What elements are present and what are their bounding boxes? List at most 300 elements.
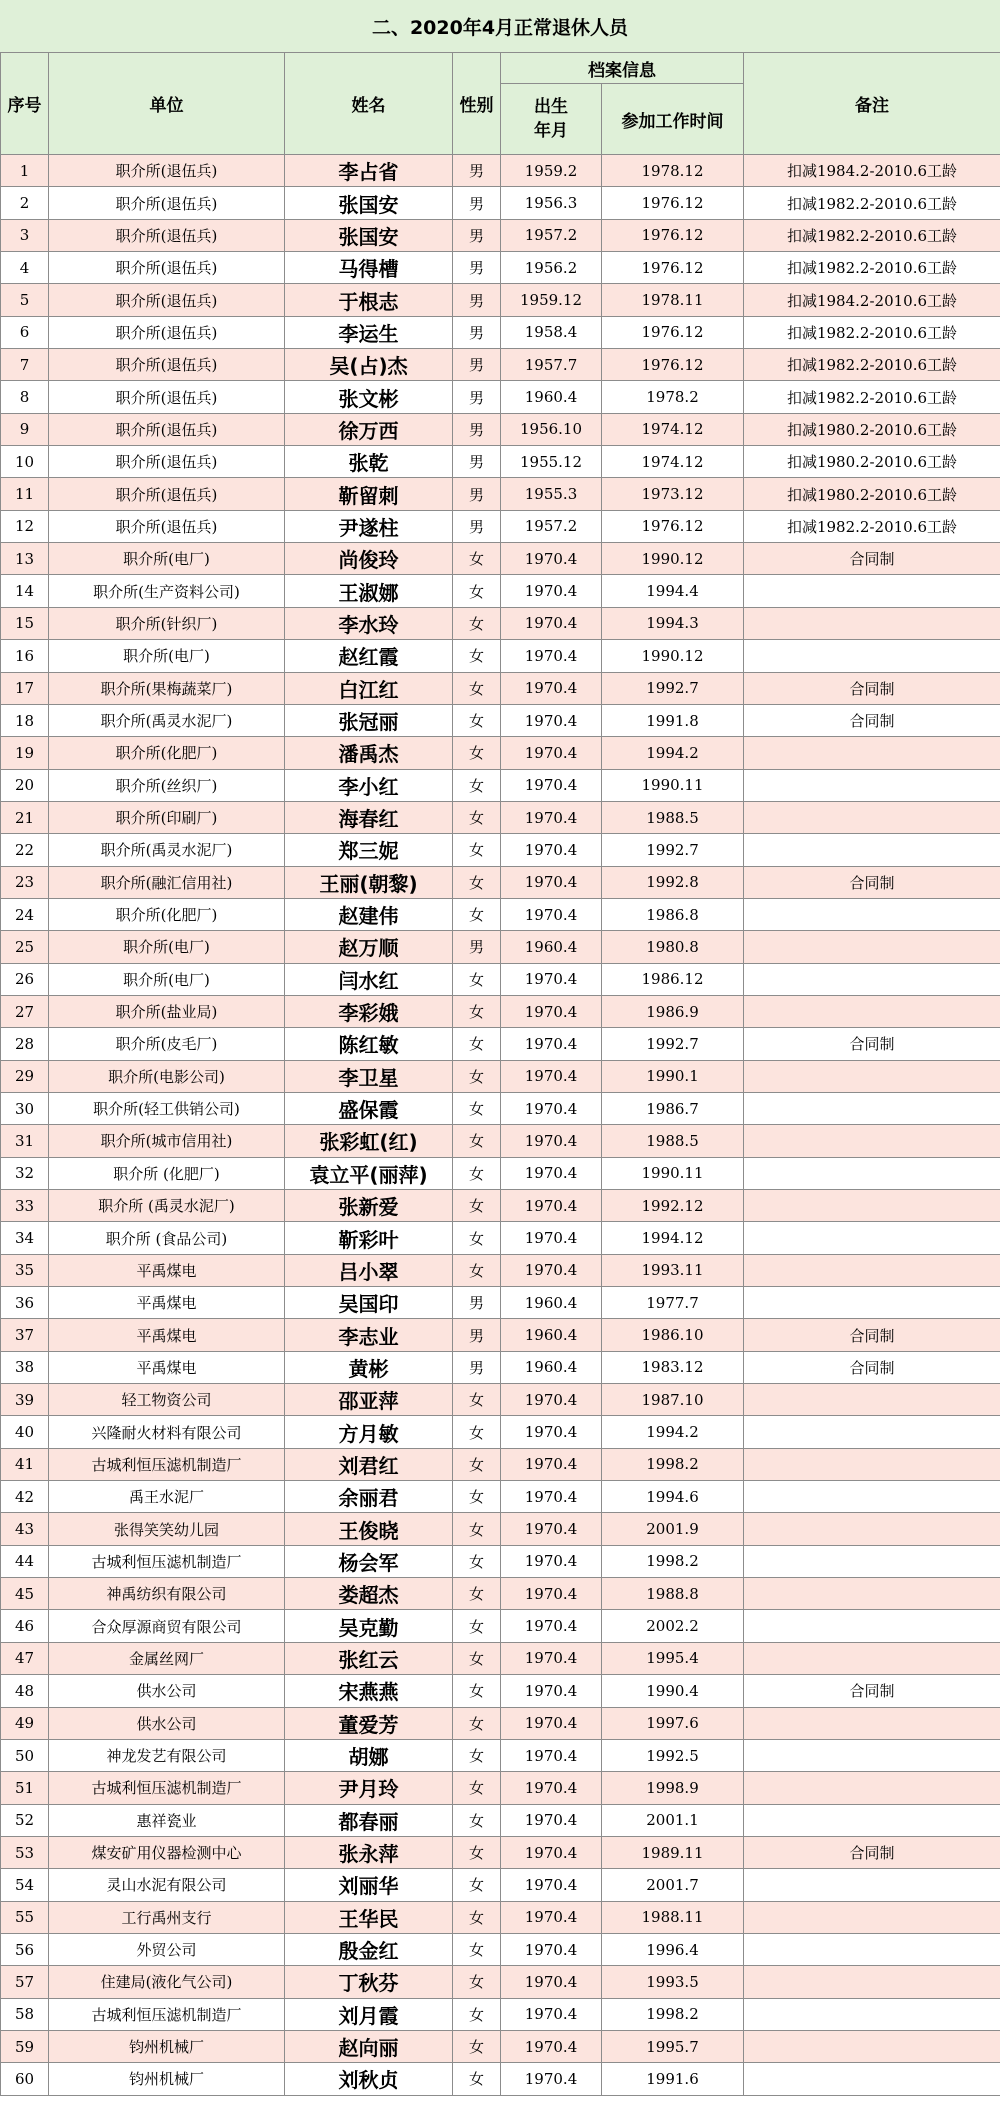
cell-sex: 女 (453, 1933, 501, 1965)
table-header (1, 53, 1000, 155)
cell-sex: 女 (453, 1190, 501, 1222)
cell-sex: 女 (453, 1513, 501, 1545)
cell-work: 1993.11 (602, 1254, 744, 1286)
cell-unit: 职介所(退伍兵) (49, 446, 285, 478)
cell-name: 刘君红 (285, 1448, 453, 1480)
cell-no: 22 (1, 834, 49, 866)
cell-name: 吴国印 (285, 1287, 453, 1319)
cell-sex: 女 (453, 1707, 501, 1739)
cell-no: 18 (1, 704, 49, 736)
table-row (1, 931, 1000, 963)
table-row (1, 1351, 1000, 1383)
table-row (1, 672, 1000, 704)
cell-no: 46 (1, 1610, 49, 1642)
cell-unit: 职介所(化肥厂) (49, 898, 285, 930)
cell-birth: 1960.4 (501, 1319, 602, 1351)
cell-name: 刘秋贞 (285, 2063, 453, 2095)
cell-remark (744, 1933, 1000, 1965)
cell-name: 尚俊玲 (285, 543, 453, 575)
cell-birth: 1956.10 (501, 413, 602, 445)
cell-remark: 合同制 (744, 672, 1000, 704)
cell-work: 1990.11 (602, 769, 744, 801)
cell-sex: 男 (453, 1319, 501, 1351)
cell-work: 1983.12 (602, 1351, 744, 1383)
cell-birth: 1970.4 (501, 1448, 602, 1480)
cell-work: 1992.5 (602, 1739, 744, 1771)
cell-birth: 1955.3 (501, 478, 602, 510)
cell-unit: 合众厚源商贸有限公司 (49, 1610, 285, 1642)
cell-name: 闫水红 (285, 963, 453, 995)
cell-no: 36 (1, 1287, 49, 1319)
cell-remark: 扣减1982.2-2010.6工龄 (744, 316, 1000, 348)
cell-work: 1986.10 (602, 1319, 744, 1351)
cell-birth: 1970.4 (501, 1998, 602, 2030)
table-row (1, 1319, 1000, 1351)
table-row (1, 1416, 1000, 1448)
cell-birth: 1970.4 (501, 1028, 602, 1060)
cell-remark (744, 1092, 1000, 1124)
cell-unit: 钧州机械厂 (49, 2030, 285, 2062)
cell-sex: 女 (453, 2063, 501, 2095)
cell-no: 26 (1, 963, 49, 995)
cell-sex: 女 (453, 1772, 501, 1804)
cell-remark: 合同制 (744, 866, 1000, 898)
cell-name: 方月敏 (285, 1416, 453, 1448)
cell-sex: 女 (453, 1448, 501, 1480)
cell-no: 3 (1, 219, 49, 251)
cell-name: 于根志 (285, 284, 453, 316)
header-remark: 备注 (744, 53, 1000, 155)
table-row (1, 704, 1000, 736)
table-row (1, 1190, 1000, 1222)
cell-name: 张国安 (285, 187, 453, 219)
cell-remark (744, 801, 1000, 833)
table-row (1, 510, 1000, 542)
cell-birth: 1959.2 (501, 155, 602, 187)
cell-work: 1986.9 (602, 995, 744, 1027)
cell-unit: 住建局(液化气公司) (49, 1966, 285, 1998)
cell-birth: 1955.12 (501, 446, 602, 478)
cell-work: 1988.5 (602, 1125, 744, 1157)
cell-work: 1987.10 (602, 1384, 744, 1416)
cell-remark (744, 2030, 1000, 2062)
cell-birth: 1970.4 (501, 2030, 602, 2062)
cell-name: 赵向丽 (285, 2030, 453, 2062)
cell-remark (744, 1966, 1000, 1998)
cell-sex: 女 (453, 898, 501, 930)
cell-sex: 男 (453, 931, 501, 963)
cell-work: 1998.9 (602, 1772, 744, 1804)
cell-no: 51 (1, 1772, 49, 1804)
table-row (1, 1513, 1000, 1545)
cell-no: 43 (1, 1513, 49, 1545)
cell-no: 57 (1, 1966, 49, 1998)
cell-unit: 古城利恒压滤机制造厂 (49, 1772, 285, 1804)
cell-unit: 职介所(融汇信用社) (49, 866, 285, 898)
cell-birth: 1970.4 (501, 995, 602, 1027)
cell-remark: 合同制 (744, 1028, 1000, 1060)
cell-birth: 1970.4 (501, 1739, 602, 1771)
cell-birth: 1956.2 (501, 252, 602, 284)
cell-name: 海春红 (285, 801, 453, 833)
cell-no: 55 (1, 1901, 49, 1933)
table-row (1, 1966, 1000, 1998)
cell-unit: 职介所 (禹灵水泥厂) (49, 1190, 285, 1222)
cell-no: 27 (1, 995, 49, 1027)
table-row (1, 1610, 1000, 1642)
sheet-title: 二、2020年4月正常退休人员 (0, 0, 1000, 53)
cell-birth: 1970.4 (501, 1254, 602, 1286)
cell-unit: 职介所(生产资料公司) (49, 575, 285, 607)
cell-name: 尹遂柱 (285, 510, 453, 542)
cell-name: 李水玲 (285, 607, 453, 639)
cell-sex: 女 (453, 1384, 501, 1416)
cell-unit: 灵山水泥有限公司 (49, 1869, 285, 1901)
cell-no: 54 (1, 1869, 49, 1901)
cell-unit: 职介所(化肥厂) (49, 737, 285, 769)
cell-name: 徐万西 (285, 413, 453, 445)
cell-name: 王华民 (285, 1901, 453, 1933)
header-birth-text: 出生 年月 (534, 97, 568, 141)
table-row (1, 1254, 1000, 1286)
cell-no: 16 (1, 640, 49, 672)
cell-unit: 职介所(丝织厂) (49, 769, 285, 801)
cell-sex: 女 (453, 640, 501, 672)
cell-unit: 职介所(退伍兵) (49, 219, 285, 251)
cell-work: 1990.4 (602, 1675, 744, 1707)
cell-remark (744, 995, 1000, 1027)
cell-unit: 职介所(城市信用社) (49, 1125, 285, 1157)
cell-name: 盛保霞 (285, 1092, 453, 1124)
cell-sex: 男 (453, 284, 501, 316)
table-row (1, 1836, 1000, 1868)
cell-sex: 女 (453, 737, 501, 769)
cell-no: 37 (1, 1319, 49, 1351)
cell-work: 1994.3 (602, 607, 744, 639)
cell-birth: 1970.4 (501, 866, 602, 898)
table-row (1, 963, 1000, 995)
cell-unit: 平禹煤电 (49, 1319, 285, 1351)
cell-sex: 男 (453, 316, 501, 348)
cell-remark (744, 607, 1000, 639)
cell-sex: 女 (453, 704, 501, 736)
cell-unit: 职介所 (化肥厂) (49, 1157, 285, 1189)
cell-remark (744, 1287, 1000, 1319)
cell-work: 1986.7 (602, 1092, 744, 1124)
cell-sex: 女 (453, 1416, 501, 1448)
cell-sex: 女 (453, 1578, 501, 1610)
cell-unit: 职介所(退伍兵) (49, 155, 285, 187)
cell-sex: 女 (453, 1739, 501, 1771)
cell-unit: 职介所(针织厂) (49, 607, 285, 639)
table-row (1, 1901, 1000, 1933)
cell-remark (744, 1384, 1000, 1416)
table-row (1, 1739, 1000, 1771)
cell-sex: 女 (453, 672, 501, 704)
cell-no: 23 (1, 866, 49, 898)
cell-birth: 1960.4 (501, 1351, 602, 1383)
table-row (1, 1772, 1000, 1804)
cell-name: 靳彩叶 (285, 1222, 453, 1254)
cell-name: 白江红 (285, 672, 453, 704)
header-work: 参加工作时间 (602, 84, 744, 155)
cell-name: 张新爱 (285, 1190, 453, 1222)
cell-unit: 神龙发艺有限公司 (49, 1739, 285, 1771)
table-row (1, 1222, 1000, 1254)
cell-unit: 职介所(退伍兵) (49, 187, 285, 219)
cell-birth: 1970.4 (501, 1060, 602, 1092)
cell-unit: 神禹纺织有限公司 (49, 1578, 285, 1610)
cell-work: 1978.2 (602, 381, 744, 413)
cell-name: 袁立平(丽萍) (285, 1157, 453, 1189)
cell-no: 14 (1, 575, 49, 607)
cell-work: 1992.7 (602, 1028, 744, 1060)
table-row (1, 1384, 1000, 1416)
cell-birth: 1970.4 (501, 801, 602, 833)
cell-work: 1994.2 (602, 737, 744, 769)
cell-sex: 女 (453, 1610, 501, 1642)
cell-unit: 职介所(退伍兵) (49, 413, 285, 445)
cell-remark (744, 640, 1000, 672)
cell-remark (744, 769, 1000, 801)
cell-no: 52 (1, 1804, 49, 1836)
cell-work: 1974.12 (602, 413, 744, 445)
cell-birth: 1960.4 (501, 381, 602, 413)
cell-no: 35 (1, 1254, 49, 1286)
cell-unit: 职介所 (食品公司) (49, 1222, 285, 1254)
cell-remark (744, 1060, 1000, 1092)
cell-sex: 男 (453, 413, 501, 445)
cell-no: 59 (1, 2030, 49, 2062)
cell-no: 47 (1, 1642, 49, 1674)
table-row (1, 1998, 1000, 2030)
cell-work: 1988.8 (602, 1578, 744, 1610)
cell-birth: 1970.4 (501, 963, 602, 995)
table-row (1, 898, 1000, 930)
cell-remark (744, 1707, 1000, 1739)
table-row (1, 1287, 1000, 1319)
cell-birth: 1970.4 (501, 737, 602, 769)
cell-work: 2002.2 (602, 1610, 744, 1642)
cell-work: 1976.12 (602, 316, 744, 348)
cell-no: 29 (1, 1060, 49, 1092)
table-row (1, 1125, 1000, 1157)
cell-no: 7 (1, 349, 49, 381)
cell-work: 1990.11 (602, 1157, 744, 1189)
cell-sex: 女 (453, 1869, 501, 1901)
table-row (1, 1804, 1000, 1836)
cell-birth: 1957.2 (501, 510, 602, 542)
table-row (1, 801, 1000, 833)
cell-unit: 金属丝网厂 (49, 1642, 285, 1674)
cell-work: 1976.12 (602, 187, 744, 219)
cell-birth: 1970.4 (501, 1707, 602, 1739)
table-row (1, 446, 1000, 478)
table-row (1, 995, 1000, 1027)
cell-remark (744, 737, 1000, 769)
cell-remark (744, 1222, 1000, 1254)
header-birth (501, 84, 602, 155)
cell-work: 1974.12 (602, 446, 744, 478)
cell-remark (744, 1610, 1000, 1642)
cell-name: 赵红霞 (285, 640, 453, 672)
table-body (1, 155, 1000, 2096)
cell-birth: 1970.4 (501, 834, 602, 866)
cell-no: 25 (1, 931, 49, 963)
cell-remark (744, 1739, 1000, 1771)
cell-no: 4 (1, 252, 49, 284)
table-row (1, 1060, 1000, 1092)
cell-name: 李彩娥 (285, 995, 453, 1027)
cell-birth: 1960.4 (501, 931, 602, 963)
cell-no: 20 (1, 769, 49, 801)
cell-unit: 职介所(电厂) (49, 640, 285, 672)
table-row (1, 866, 1000, 898)
cell-name: 黄彬 (285, 1351, 453, 1383)
cell-birth: 1970.4 (501, 1642, 602, 1674)
cell-name: 张冠丽 (285, 704, 453, 736)
cell-name: 刘丽华 (285, 1869, 453, 1901)
retiree-table (0, 52, 1000, 2096)
cell-name: 丁秋芬 (285, 1966, 453, 1998)
cell-remark (744, 1513, 1000, 1545)
cell-unit: 职介所(电厂) (49, 543, 285, 575)
cell-remark: 扣减1984.2-2010.6工龄 (744, 284, 1000, 316)
cell-remark: 扣减1982.2-2010.6工龄 (744, 510, 1000, 542)
cell-sex: 女 (453, 1157, 501, 1189)
cell-work: 1993.5 (602, 1966, 744, 1998)
cell-work: 1976.12 (602, 252, 744, 284)
cell-remark (744, 1190, 1000, 1222)
cell-name: 赵万顺 (285, 931, 453, 963)
cell-unit: 职介所(退伍兵) (49, 478, 285, 510)
cell-unit: 惠祥瓷业 (49, 1804, 285, 1836)
cell-sex: 女 (453, 1254, 501, 1286)
cell-sex: 男 (453, 446, 501, 478)
cell-sex: 女 (453, 866, 501, 898)
cell-work: 1988.5 (602, 801, 744, 833)
cell-birth: 1956.3 (501, 187, 602, 219)
cell-name: 张文彬 (285, 381, 453, 413)
cell-sex: 女 (453, 1966, 501, 1998)
cell-name: 余丽君 (285, 1481, 453, 1513)
cell-work: 1994.2 (602, 1416, 744, 1448)
cell-remark: 扣减1980.2-2010.6工龄 (744, 413, 1000, 445)
cell-remark: 扣减1980.2-2010.6工龄 (744, 446, 1000, 478)
cell-sex: 女 (453, 1060, 501, 1092)
cell-remark (744, 834, 1000, 866)
cell-unit: 职介所(电厂) (49, 931, 285, 963)
cell-name: 吴(占)杰 (285, 349, 453, 381)
cell-name: 胡娜 (285, 1739, 453, 1771)
cell-birth: 1957.7 (501, 349, 602, 381)
cell-unit: 禹王水泥厂 (49, 1481, 285, 1513)
cell-no: 9 (1, 413, 49, 445)
cell-name: 李占省 (285, 155, 453, 187)
cell-birth: 1970.4 (501, 898, 602, 930)
table-row (1, 1448, 1000, 1480)
cell-birth: 1970.4 (501, 1610, 602, 1642)
table-row (1, 1869, 1000, 1901)
cell-name: 李运生 (285, 316, 453, 348)
cell-no: 56 (1, 1933, 49, 1965)
table-row (1, 1642, 1000, 1674)
cell-birth: 1970.4 (501, 1092, 602, 1124)
cell-name: 都春丽 (285, 1804, 453, 1836)
cell-work: 1978.11 (602, 284, 744, 316)
cell-unit: 钧州机械厂 (49, 2063, 285, 2095)
table-row (1, 737, 1000, 769)
cell-sex: 女 (453, 1545, 501, 1577)
cell-no: 6 (1, 316, 49, 348)
table-row (1, 1028, 1000, 1060)
table-row (1, 413, 1000, 445)
cell-work: 1973.12 (602, 478, 744, 510)
table-row (1, 1092, 1000, 1124)
cell-remark: 扣减1982.2-2010.6工龄 (744, 381, 1000, 413)
cell-birth: 1970.4 (501, 1836, 602, 1868)
cell-remark (744, 1804, 1000, 1836)
cell-remark (744, 1125, 1000, 1157)
cell-unit: 张得笑笑幼儿园 (49, 1513, 285, 1545)
cell-birth: 1970.4 (501, 1966, 602, 1998)
cell-work: 1980.8 (602, 931, 744, 963)
cell-unit: 古城利恒压滤机制造厂 (49, 1545, 285, 1577)
cell-unit: 职介所(退伍兵) (49, 316, 285, 348)
cell-no: 33 (1, 1190, 49, 1222)
cell-sex: 女 (453, 1092, 501, 1124)
table-row (1, 381, 1000, 413)
cell-unit: 职介所(电影公司) (49, 1060, 285, 1092)
cell-work: 1994.6 (602, 1481, 744, 1513)
cell-no: 50 (1, 1739, 49, 1771)
table-row (1, 155, 1000, 187)
cell-sex: 女 (453, 1642, 501, 1674)
cell-remark: 合同制 (744, 1675, 1000, 1707)
cell-birth: 1958.4 (501, 316, 602, 348)
cell-sex: 女 (453, 995, 501, 1027)
cell-work: 1994.4 (602, 575, 744, 607)
cell-work: 2001.7 (602, 1869, 744, 1901)
cell-unit: 古城利恒压滤机制造厂 (49, 1998, 285, 2030)
cell-sex: 女 (453, 2030, 501, 2062)
cell-birth: 1970.4 (501, 1384, 602, 1416)
table-row (1, 187, 1000, 219)
cell-sex: 女 (453, 543, 501, 575)
table-row (1, 640, 1000, 672)
cell-sex: 女 (453, 1125, 501, 1157)
cell-birth: 1970.4 (501, 1804, 602, 1836)
table-row (1, 284, 1000, 316)
cell-work: 1986.8 (602, 898, 744, 930)
cell-name: 李志业 (285, 1319, 453, 1351)
cell-no: 31 (1, 1125, 49, 1157)
cell-birth: 1970.4 (501, 1513, 602, 1545)
cell-unit: 平禹煤电 (49, 1287, 285, 1319)
table-row (1, 2030, 1000, 2062)
cell-no: 44 (1, 1545, 49, 1577)
cell-name: 张国安 (285, 219, 453, 251)
table-row (1, 478, 1000, 510)
cell-sex: 女 (453, 1481, 501, 1513)
cell-work: 1998.2 (602, 1545, 744, 1577)
cell-birth: 1970.4 (501, 575, 602, 607)
cell-sex: 男 (453, 252, 501, 284)
cell-name: 邵亚萍 (285, 1384, 453, 1416)
cell-birth: 1970.4 (501, 1578, 602, 1610)
cell-unit: 供水公司 (49, 1675, 285, 1707)
cell-name: 吕小翠 (285, 1254, 453, 1286)
